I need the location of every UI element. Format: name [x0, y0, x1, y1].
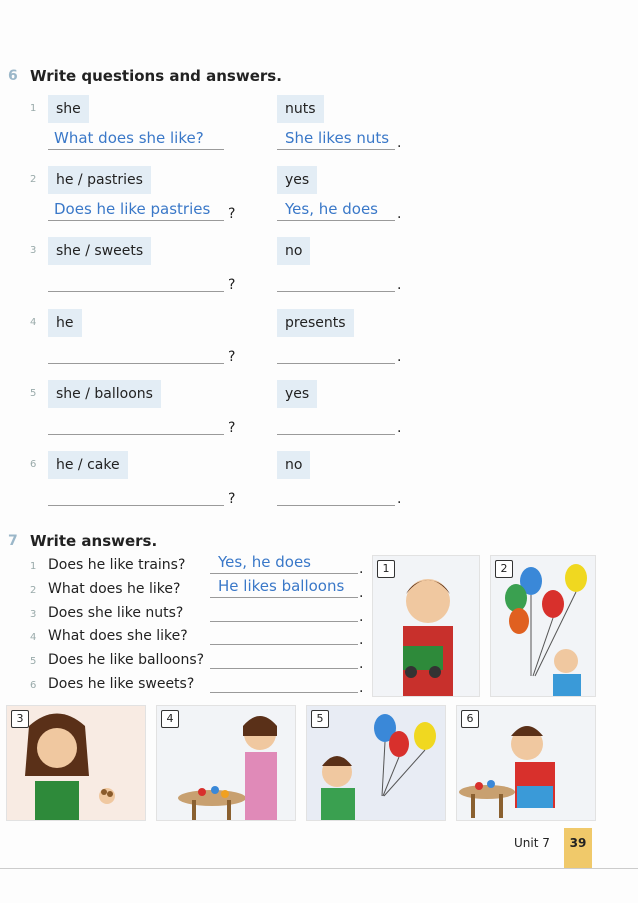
- picture-label: 4: [161, 710, 179, 728]
- answer-text: Yes, he does: [218, 553, 311, 571]
- question-mark: ?: [228, 420, 236, 436]
- full-stop: .: [397, 491, 402, 507]
- question-answer-line[interactable]: [48, 410, 224, 435]
- full-stop: .: [359, 632, 364, 648]
- question-text: Does she like nuts?: [48, 605, 184, 621]
- full-stop: .: [359, 656, 364, 672]
- answer-line[interactable]: [277, 481, 395, 506]
- exercise-number: 7: [8, 533, 18, 549]
- full-stop: .: [397, 420, 402, 436]
- exercise-title: Write answers.: [30, 532, 158, 550]
- picture-label: 2: [495, 560, 513, 578]
- prompt-right: yes: [277, 380, 317, 408]
- item-number: 6: [30, 680, 37, 691]
- full-stop: .: [397, 349, 402, 365]
- exercise-title: Write questions and answers.: [30, 67, 282, 85]
- question-answer-line[interactable]: [48, 196, 224, 221]
- prompt-right: no: [277, 451, 310, 479]
- question-answer-line[interactable]: [48, 481, 224, 506]
- item-number: 3: [30, 245, 37, 256]
- page-number: 39: [564, 828, 592, 868]
- item-number: 4: [30, 317, 37, 328]
- exercise-number: 6: [8, 68, 18, 84]
- question-text: Does he like sweets?: [48, 676, 195, 692]
- answer-line[interactable]: [277, 267, 395, 292]
- prompt-left: she: [48, 95, 89, 123]
- prompt-right: yes: [277, 166, 317, 194]
- answer-line[interactable]: [210, 575, 358, 598]
- question-mark: ?: [228, 206, 236, 222]
- full-stop: .: [359, 585, 364, 601]
- answer-text: She likes nuts: [285, 129, 390, 147]
- full-stop: .: [397, 135, 402, 151]
- answer-text: Yes, he does: [285, 200, 378, 218]
- item-number: 2: [30, 585, 37, 596]
- picture-label: 6: [461, 710, 479, 728]
- prompt-right: no: [277, 237, 310, 265]
- picture-3: [6, 705, 146, 821]
- question-text: Does he like trains?: [48, 557, 186, 573]
- item-number: 2: [30, 174, 37, 185]
- answer-line[interactable]: [277, 196, 395, 221]
- question-mark: ?: [228, 277, 236, 293]
- question-text: What does she like?: [48, 628, 188, 644]
- question-answer-text: What does she like?: [54, 129, 204, 147]
- question-text: Does he like balloons?: [48, 652, 205, 668]
- unit-label: Unit 7: [514, 836, 550, 850]
- picture-6: [456, 705, 596, 821]
- answer-line[interactable]: [277, 125, 395, 150]
- question-answer-text: Does he like pastries: [54, 200, 211, 218]
- full-stop: .: [397, 277, 402, 293]
- answer-text: He likes balloons: [218, 577, 345, 595]
- picture-label: 3: [11, 710, 29, 728]
- prompt-left: she / sweets: [48, 237, 151, 265]
- prompt-left: he: [48, 309, 82, 337]
- item-number: 1: [30, 561, 37, 572]
- answer-line[interactable]: [210, 599, 358, 622]
- answer-line[interactable]: [210, 646, 358, 669]
- prompt-right: presents: [277, 309, 354, 337]
- item-number: 4: [30, 632, 37, 643]
- question-mark: ?: [228, 491, 236, 507]
- picture-5: [306, 705, 446, 821]
- prompt-right: nuts: [277, 95, 324, 123]
- picture-label: 1: [377, 560, 395, 578]
- picture-4: [156, 705, 296, 821]
- answer-line[interactable]: [210, 622, 358, 645]
- prompt-left: she / balloons: [48, 380, 161, 408]
- question-answer-line[interactable]: [48, 267, 224, 292]
- question-text: What does he like?: [48, 581, 181, 597]
- footer-rule: [0, 868, 638, 869]
- full-stop: .: [397, 206, 402, 222]
- prompt-left: he / pastries: [48, 166, 151, 194]
- prompt-left: he / cake: [48, 451, 128, 479]
- question-answer-line[interactable]: [48, 339, 224, 364]
- item-number: 6: [30, 459, 37, 470]
- item-number: 5: [30, 388, 37, 399]
- full-stop: .: [359, 680, 364, 696]
- question-mark: ?: [228, 349, 236, 365]
- picture-2: [490, 555, 596, 697]
- full-stop: .: [359, 609, 364, 625]
- picture-label: 5: [311, 710, 329, 728]
- full-stop: .: [359, 561, 364, 577]
- item-number: 5: [30, 656, 37, 667]
- answer-line[interactable]: [210, 670, 358, 693]
- answer-line[interactable]: [210, 551, 358, 574]
- picture-1: [372, 555, 480, 697]
- answer-line[interactable]: [277, 410, 395, 435]
- item-number: 3: [30, 609, 37, 620]
- question-answer-line[interactable]: [48, 125, 224, 150]
- answer-line[interactable]: [277, 339, 395, 364]
- item-number: 1: [30, 103, 37, 114]
